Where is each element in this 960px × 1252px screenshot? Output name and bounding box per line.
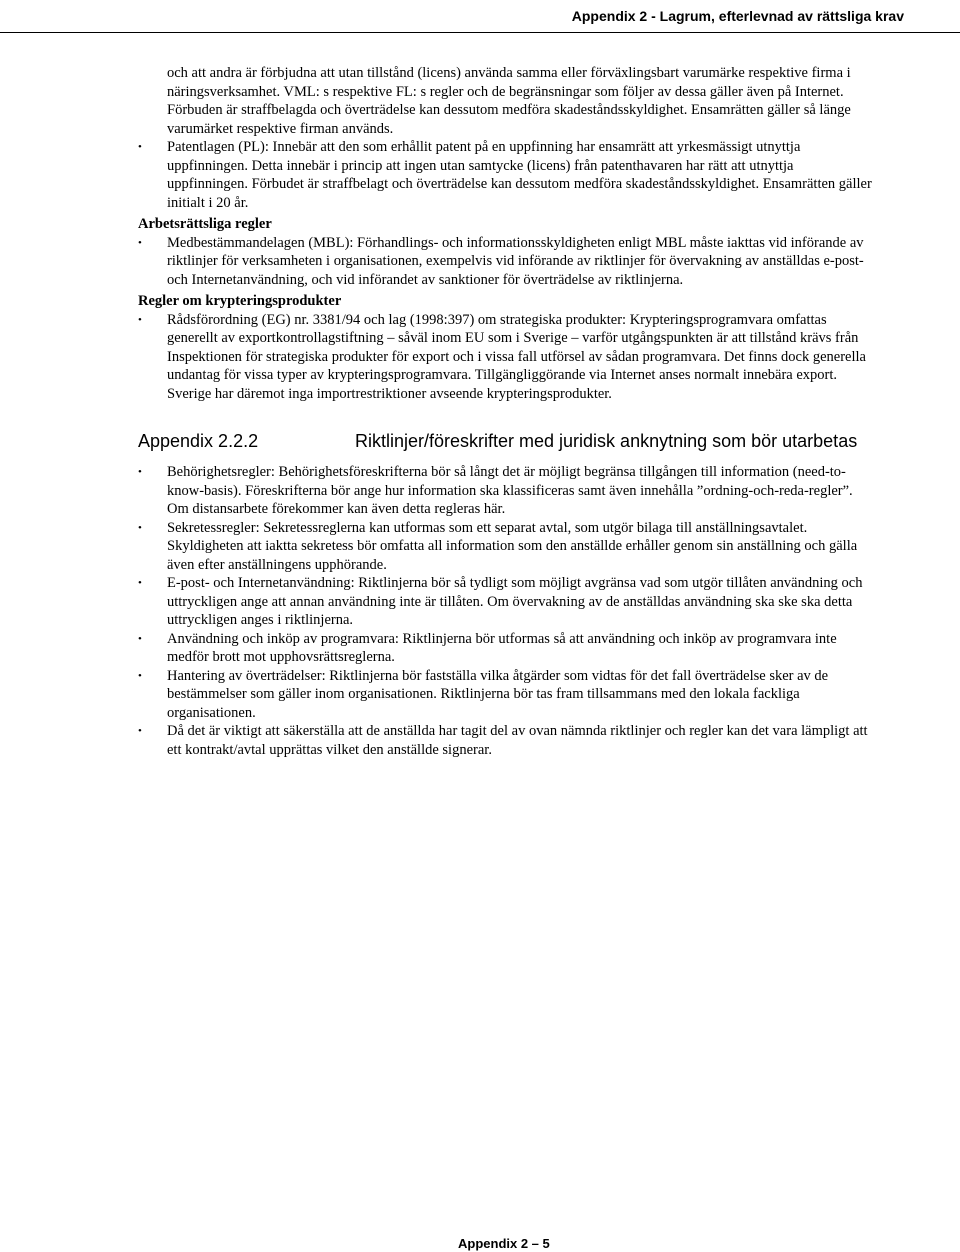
bullet-icon: • bbox=[138, 141, 142, 153]
section-heading-labor: Arbetsrättsliga regler bbox=[138, 216, 272, 232]
list-item-text: Patentlagen (PL): Innebär att den som erhållit patent på en uppfinning har ensamrätt att yrkesmässigt utnyttja uppfinningen. Detta innebär i princip att ingen utan samtycke (licens) från patenthavaren har rätt att utnyttja uppfinningen. Förbudet är straffbelagt och överträdelse kan dessutom medföra skadeståndsskyldighet. Ensamrätten gäller initialt i 20 år. bbox=[167, 139, 872, 211]
list-item bbox=[138, 463, 873, 519]
bullet-icon: • bbox=[138, 521, 142, 534]
page-footer: Appendix 2 – 5 bbox=[458, 1236, 550, 1251]
list-item-text: E-post- och Internetanvändning: Riktlinjerna bör så tydligt som möjligt avgränsa vad som utgör tillåten användning och uttryckligen ange att annan användning inte är tillåten. Om övervakning av de anställdas användning ska ske ska detta uttryckligen anges i riktlinjerna. bbox=[167, 575, 863, 628]
labor-bullet-list bbox=[138, 234, 873, 290]
bullet-icon: • bbox=[138, 236, 142, 249]
list-item bbox=[138, 311, 873, 404]
list-item bbox=[138, 519, 873, 575]
list-item-text: Användning och inköp av programvara: Riktlinjerna bör utformas så att användning och inköp av programvara inte medför brott mot upphovsrättsreglerna. bbox=[167, 630, 837, 665]
bullet-icon: • bbox=[138, 725, 142, 737]
bullet-icon: • bbox=[138, 669, 142, 682]
document-body bbox=[138, 64, 873, 759]
crypto-bullet-list bbox=[138, 311, 873, 404]
list-item bbox=[138, 630, 873, 667]
list-item bbox=[138, 722, 873, 759]
appendix-bullet-list bbox=[138, 463, 873, 759]
list-item bbox=[138, 574, 873, 630]
bullet-icon: • bbox=[138, 313, 142, 326]
section-heading-crypto: Regler om krypteringsprodukter bbox=[138, 293, 342, 309]
appendix-number: Appendix 2.2.2 bbox=[138, 431, 259, 451]
page-header-title: Appendix 2 - Lagrum, efterlevnad av rättsliga krav bbox=[571, 8, 904, 24]
intro-bullet-list bbox=[138, 138, 873, 212]
list-item-text: Då det är viktigt att säkerställa att de anställda har tagit del av ovan nämnda riktlinjer och regler kan det vara lämpligt att ett kontrakt/avtal upprättas vilket den anställde signerar. bbox=[167, 723, 868, 758]
appendix-heading bbox=[138, 429, 873, 453]
list-item bbox=[138, 138, 873, 212]
bullet-icon: • bbox=[138, 632, 142, 645]
list-item-text: Sekretessregler: Sekretessreglerna kan utformas som ett separat avtal, som utgör bilaga till anställningsavtalet. Skyldigheten att iaktta sekretess bör omfatta all information som den anställde erhåller genom sin anställning och gälla även efter anställningens upphörande. bbox=[167, 519, 858, 573]
bullet-icon: • bbox=[138, 577, 142, 589]
list-item-text: Behörighetsregler: Behörighetsföreskrifterna bör så långt det är möjligt begränsa tillgången till information (need-to-know-basis). Föreskrifterna bör ange hur information ska klassificeras samt även innehålla ”ordning-och-reda-regler”. Om distansarbete förekommer kan även detta regleras här. bbox=[167, 464, 853, 517]
list-item-text: Hantering av överträdelser: Riktlinjerna bör fastställa vilka åtgärder som vidtas för det fall överträdelse sker av de bestämmelser som gäller inom organisationen. Riktlinjerna bör tas fram tillsammans med den lokala fackliga organisationen. bbox=[167, 667, 829, 721]
list-item bbox=[138, 667, 873, 723]
list-item-text: Medbestämmandelagen (MBL): Förhandlings- och informationsskyldigheten enligt MBL måste iakttas vid införande av riktlinjer för verksamheten i organisationen, exempelvis vid införande av riktlinjer för övervakning av anställdas e-post- och Internetanvändning, och vid införandet av sanktioner för överträdelse av riktlinjerna. bbox=[167, 234, 864, 288]
list-item-text: Rådsförordning (EG) nr. 3381/94 och lag (1998:397) om strategiska produkter: Krypteringsprogramvara omfattas generellt av exportkontrollagstiftning – såväl inom EU som i Sverige – varför utgångspunkten är att tillstånd krävs från Inspektionen för strategiska produkter för export och i vissa fall utförsel av sådan programvara. Det finns dock generella undantag för vissa typer av krypteringsprogramvara. Tillgängliggörande via Internet anses normalt innebära export. Sverige har däremot inga importrestriktioner avseende krypteringsprodukter. bbox=[167, 311, 866, 402]
list-item bbox=[138, 234, 873, 290]
intro-continuation-paragraph: och att andra är förbjudna att utan tillstånd (licens) använda samma eller förväxlingsbart varumärke respektive firma i näringsverksamhet. VML: s respektive FL: s regler och de begränsningar som följer av dessa gäller även på Internet. Förbuden är straffbelagda och överträdelse kan dessutom medföra skadeståndsskyldighet. Ensamrätten gäller så länge varumärket respektive firman används. bbox=[167, 65, 851, 137]
header-divider bbox=[0, 32, 960, 33]
appendix-title: Riktlinjer/föreskrifter med juridisk anknytning som bör utarbetas bbox=[355, 431, 858, 451]
bullet-icon: • bbox=[138, 466, 142, 478]
